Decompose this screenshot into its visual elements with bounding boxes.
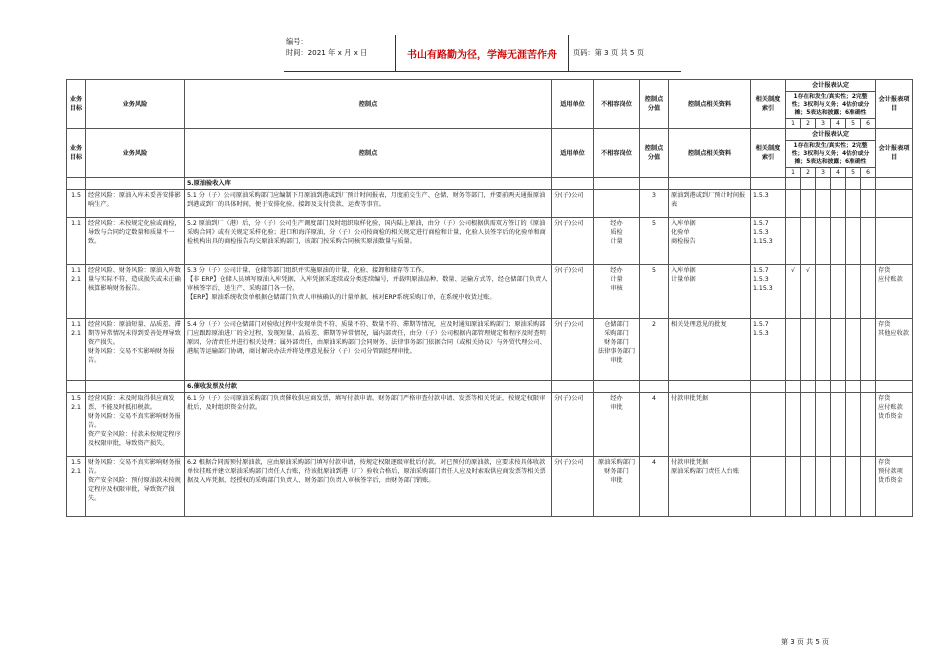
col-header-index: 相关制度索引: [751, 129, 786, 178]
assertion-check-cell: [831, 218, 846, 265]
incompat-cell: 经办 质检 计量: [594, 218, 640, 265]
assertion-check-cell: [846, 319, 861, 381]
assertion-check-cell: [816, 265, 831, 319]
assert-num: 4: [831, 168, 846, 178]
col-header-assert-desc: 1存在和发生/真实性；2完整性；3权利与义务；4估价或分摊；5表达和披露；6准确性: [786, 141, 876, 168]
assertion-check-cell: [816, 218, 831, 265]
risk-cell: 经营风险、财务风险：原油入库数量与实际不符，造成损失或未正确核算影响财务报告。: [86, 265, 185, 319]
section-row: [67, 178, 913, 190]
col-header-report: 会计报表项目: [876, 129, 913, 178]
goal-cell: 1.5: [67, 190, 86, 218]
report-item-cell: [876, 190, 913, 218]
assertion-check-cell: [786, 190, 801, 218]
col-header-docs: 控制点相关资料: [669, 80, 751, 129]
score-cell: 4: [640, 457, 669, 517]
header-serial: 编号：: [286, 37, 308, 46]
assert-num: 3: [816, 119, 831, 129]
table-row: [67, 457, 913, 517]
goal-cell: 1.1 2.1: [67, 265, 86, 319]
assert-num: 6: [861, 168, 876, 178]
assertion-check-cell: [831, 265, 846, 319]
assertion-check-cell: √: [786, 265, 801, 319]
risk-cell: 经营风险：原油短量、品质差、滞期等异常情况未得到妥善处理导致资产损失。 财务风险：交易不实影响财务报告。: [86, 319, 185, 381]
page-footer: 第 3 页 共 5 页: [781, 638, 830, 646]
col-header-control: 控制点: [185, 129, 552, 178]
risk-cell: 经营风险：原油入库未妥善安排影响生产。: [86, 190, 185, 218]
assertion-check-cell: [801, 190, 816, 218]
col-header-score: 控制点分值: [640, 80, 669, 129]
risk-cell: 经营风险：未及时取得供应商发票，不能及时抵扣税款。 财务风险：交易不真实影响财务报告。 资产安全风险：付款未按规定程序及权限审批，导致资产损失。: [86, 393, 185, 457]
col-header-assert-desc: 1存在和发生/真实性；2完整性；3权利与义务；4估价或分摊；5表达和披露；6准确性: [786, 92, 876, 119]
section-row: [67, 381, 913, 393]
assertion-check-cell: [786, 393, 801, 457]
assert-num: 6: [861, 119, 876, 129]
col-header-incompat: 不相容岗位: [594, 129, 640, 178]
assertion-check-cell: [816, 457, 831, 517]
index-cell: 1.5.3: [751, 190, 786, 218]
assertion-check-cell: [846, 457, 861, 517]
score-cell: 5: [640, 265, 669, 319]
assertion-check-cell: [786, 319, 801, 381]
assert-num: 5: [846, 168, 861, 178]
assertion-check-cell: [801, 457, 816, 517]
unit-cell: 分(子)公司: [552, 190, 594, 218]
unit-cell: 分(子)公司: [552, 218, 594, 265]
risk-cell: 财务风险：交易不真实影响财务报告。 资产安全风险：预付原油款未按规定程序及权限审批，导致资产损失。: [86, 457, 185, 517]
section-title: 6.催收发票及付款: [185, 381, 552, 393]
incompat-cell: [594, 190, 640, 218]
col-header-goal: 业务目标: [67, 129, 86, 178]
assertion-check-cell: [846, 190, 861, 218]
section-title: 5.原油验收入库: [185, 178, 552, 190]
assert-num: 3: [816, 168, 831, 178]
col-header-docs: 控制点相关资料: [669, 129, 751, 178]
goal-cell: 1.1: [67, 218, 86, 265]
col-header-report: 会计报表项目: [876, 80, 913, 129]
col-header-score: 控制点分值: [640, 129, 669, 178]
docs-cell: 相关处理意见的批复: [669, 319, 751, 381]
assertion-check-cell: [831, 319, 846, 381]
report-item-cell: 存货 其他应收款: [876, 319, 913, 381]
risk-cell: 经营风险：未按规定化验或商检，导致与合同约定数量和质量不一致。: [86, 218, 185, 265]
col-header-risk: 业务风险: [86, 129, 185, 178]
assertion-check-cell: [816, 319, 831, 381]
header-page: 页码：第 3 页 共 5 页: [573, 48, 644, 57]
assertion-check-cell: [801, 218, 816, 265]
incompat-cell: 仓储部门 采购部门 财务部门 法律事务部门 审批: [594, 319, 640, 381]
document-header: [284, 35, 681, 71]
docs-cell: 付款审批凭据: [669, 393, 751, 457]
docs-cell: 入库单据 化验单 商检报告: [669, 218, 751, 265]
incompat-cell: 经办 审批: [594, 393, 640, 457]
assertion-check-cell: [861, 190, 876, 218]
col-header-index: 相关制度索引: [751, 80, 786, 129]
assertion-check-cell: [861, 393, 876, 457]
control-cell: 6.1 分（子）公司原油采购部门负责催收供应商发票，填写付款申请。财务部门严格审查付款申请、发票等相关凭证，按规定权限审批后，及时组织资金付款。: [185, 393, 552, 457]
unit-cell: 分(子)公司: [552, 319, 594, 381]
assertion-check-cell: [801, 319, 816, 381]
assert-num: 5: [846, 119, 861, 129]
report-item-cell: [876, 218, 913, 265]
score-cell: 2: [640, 319, 669, 381]
table-row: [67, 190, 913, 218]
assert-num: 1: [786, 119, 801, 129]
control-cell: 5.2 原油到厂（港）后，分（子）公司生产调度部门及时组织取样化验，国内陆上原油，由分（子）公司根据供需双方签订的《原油采购合同》或有关规定采样化验；进口和海洋原油，分（子）公司按商检的相关规定进行商检和计量，化验人员签字后的化验单和商检机构出具的商检报告均交原油采购部门，该部门按采购合同核实原油数量与质量。: [185, 218, 552, 265]
assert-num: 1: [786, 168, 801, 178]
unit-cell: 分(子)公司: [552, 457, 594, 517]
report-item-cell: 存货 应付账款: [876, 265, 913, 319]
incompat-cell: 经办 计量 审核: [594, 265, 640, 319]
col-header-assert-title: 会计报表认定: [786, 129, 876, 141]
assertion-check-cell: [786, 457, 801, 517]
index-cell: [751, 393, 786, 457]
assertion-check-cell: [861, 265, 876, 319]
report-item-cell: 存货 预付款项 货币资金: [876, 457, 913, 517]
goal-cell: 1.1 2.1: [67, 319, 86, 381]
col-header-unit: 适用单位: [552, 129, 594, 178]
assertion-check-cell: [831, 457, 846, 517]
control-matrix-table: [66, 79, 913, 517]
col-header-assert-title: 会计报表认定: [786, 80, 876, 92]
control-cell: 6.2 根据合同需预付原油款，应由原油采购部门填写付款申请，按规定权限逐级审批后付款。对已预付的原油款，应要求按具体收款单位挂账并建立原油采购部门责任人台账，待该批原油到港（厂）验收合格后，原油采购部门责任人应及时索取供应商发票等相关票据及入库凭据，经授权的采购部门负责人、财务部门负责人审核签字后，由财务部门销账。: [185, 457, 552, 517]
assert-num: 2: [801, 119, 816, 129]
incompat-cell: 原油采购部门 财务部门 审批: [594, 457, 640, 517]
goal-cell: 1.5 2.1: [67, 393, 86, 457]
index-cell: 1.5.7 1.5.3: [751, 319, 786, 381]
docs-cell: 入库单据 计量单据: [669, 265, 751, 319]
table-row: [67, 393, 913, 457]
goal-cell: 1.5 2.1: [67, 457, 86, 517]
header-motto: 书山有路勤为径，学海无涯苦作舟: [396, 35, 569, 71]
col-header-risk: 业务风险: [86, 80, 185, 129]
assert-num: 2: [801, 168, 816, 178]
assertion-check-cell: [846, 393, 861, 457]
table-row: [67, 218, 913, 265]
table-row: [67, 319, 913, 381]
unit-cell: 分(子)公司: [552, 393, 594, 457]
col-header-control: 控制点: [185, 80, 552, 129]
assertion-check-cell: [861, 319, 876, 381]
col-header-incompat: 不相容岗位: [594, 80, 640, 129]
index-cell: 1.5.7 1.5.3 1.15.3: [751, 265, 786, 319]
col-header-goal: 业务目标: [67, 80, 86, 129]
assertion-check-cell: [816, 393, 831, 457]
assertion-check-cell: [786, 218, 801, 265]
assert-num: 4: [831, 119, 846, 129]
table-row: [67, 265, 913, 319]
assertion-check-cell: [801, 393, 816, 457]
control-cell: 5.4 分（子）公司仓储部门对验收过程中发现单货不符、质量不符、数量不符、滞期等情况，应及时通知原油采购部门；原油采购部门应跟踪原油进厂的全过程，发现短量、品质差、滞期等异常情况，属内部责任，由分（子）公司根据内部管理规定和程序及时查明原因，分清责任并进行相关处理；属外部责任，由原油采购部门会同财务、法律事务部门依据合同（或相关协议）与外贸代理公司、港航等运输部门协调，商讨解决办法并将处理意见报分（子）公司分管副经理审批。: [185, 319, 552, 381]
control-cell: 5.3 分（子）公司计量、仓储等部门组织并实施原油的计量、化验、接卸和储存等工作。 【非 ERP】仓储人员填写原油入库凭据，入库凭据采连续或分类连续编号，并载明原油品种、数量、运输方式等，经仓储部门负责人审核签字后，送生产、采购部门各一份。 【ERP】原油系统收货单根据仓储部门负责人审核确认的计量单据，核对ERP系统采购订单，在系统中收货过账。: [185, 265, 552, 319]
docs-cell: 付款审批凭据 原油采购部门责任人台账: [669, 457, 751, 517]
assertion-check-cell: [846, 218, 861, 265]
assertion-check-cell: [861, 218, 876, 265]
assertion-check-cell: [831, 393, 846, 457]
assertion-check-cell: [846, 265, 861, 319]
unit-cell: 分(子)公司: [552, 265, 594, 319]
col-header-unit: 适用单位: [552, 80, 594, 129]
control-cell: 5.1 分（子）公司原油采购部门应编制下月原油到港或到厂预计时间报表，月度前交生产、仓储、财务等部门，并要前两天通报原油到港或到厂的具体时间，便于安排化验、接卸及支付货款、运费等事宜。: [185, 190, 552, 218]
score-cell: 3: [640, 190, 669, 218]
header-meta: [284, 35, 396, 71]
assertion-check-cell: [861, 457, 876, 517]
score-cell: 5: [640, 218, 669, 265]
score-cell: 4: [640, 393, 669, 457]
index-cell: [751, 457, 786, 517]
header-date: 时间：2021 年 x 月 x 日: [286, 48, 368, 57]
assertion-check-cell: [816, 190, 831, 218]
assertion-check-cell: √: [801, 265, 816, 319]
assertion-check-cell: [831, 190, 846, 218]
report-item-cell: 存货 应付账款 货币资金: [876, 393, 913, 457]
index-cell: 1.5.7 1.5.3 1.15.3: [751, 218, 786, 265]
docs-cell: 原油到港或到厂预计时间报表: [669, 190, 751, 218]
